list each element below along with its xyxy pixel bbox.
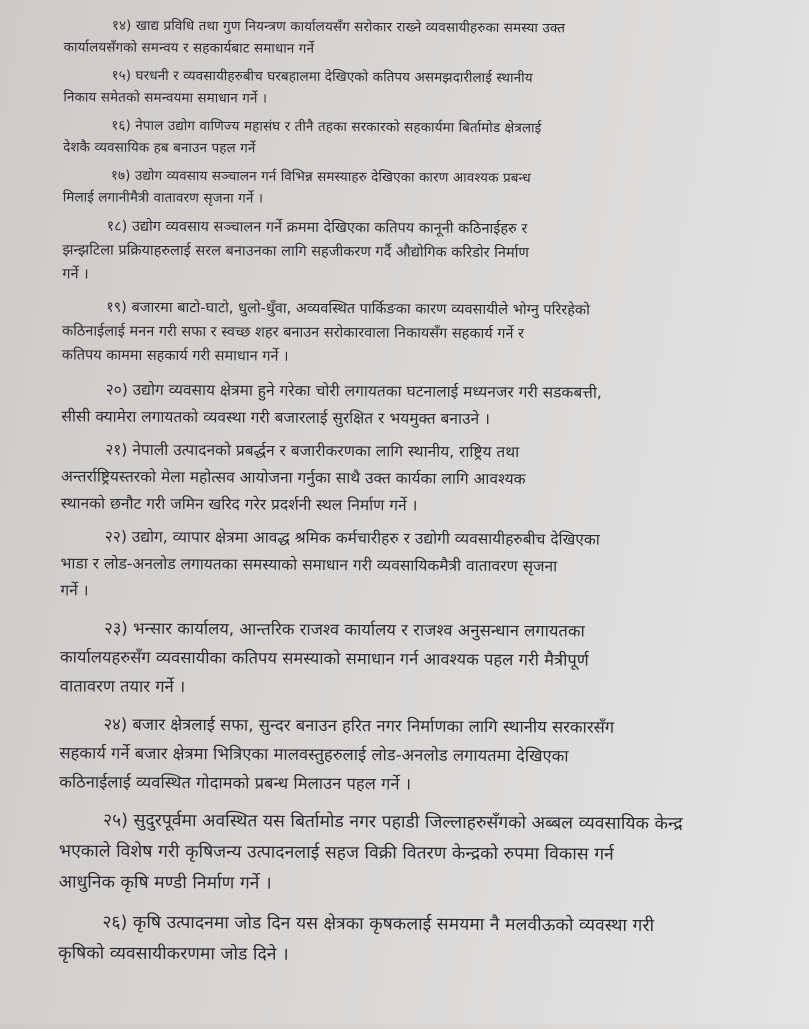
list-item-23 [36, 613, 788, 705]
text-line: वातावरण तयार गर्ने । [59, 676, 186, 697]
text-line: २१) नेपाली उत्पादनको प्रबर्द्धन र बजारीकरणका लागि स्थानीय, राष्ट्रिय तथा [105, 440, 520, 462]
list-item-25 [35, 805, 787, 903]
text-line: २५) सुदुरपूर्वमा अवस्थित यस बिर्तामोड नगर पहाडी जिल्लाहरुसँगको अब्बल व्यवसायिक केन्द्र [102, 810, 683, 835]
text-line: १६) नेपाल उद्योग वाणिज्य महासंघ र तीनै तहका सरकारको सहकार्यमा बिर्तामोड क्षेत्रलाई [111, 117, 542, 137]
text-line: मिलाई लगानीमैत्री वातावरण सृजना गर्ने । [62, 189, 264, 207]
text-line: कार्यालयहरुसँग व्यवसायीका कतिपय समस्याको समाधान गर्न आवश्यक पहल गरी मैत्रीपूर्ण [59, 647, 589, 670]
text-line: २६) कृषि उत्पादनमा जोड दिन यस क्षेत्रका कृषकलाई समयमा नै मलवीऊको व्यवस्था गरी [102, 912, 655, 937]
text-line: निकाय समेतको समन्वयमा समाधान गर्ने । [63, 89, 268, 107]
text-line: कृषिको व्यवसायीकरणमा जोड दिने । [58, 943, 289, 965]
text-line: २०) उद्योग व्यवसाय क्षेत्रमा हुने गरेका चोरी लगायतका घटनालाई मध्यनजर गरी सडकबत्ती, [105, 380, 602, 402]
text-line: अन्तर्राष्ट्रियस्तरको मेला महोत्सव आयोजना गर्नुका साथै उक्त कार्यका लागि आवश्यक [61, 467, 526, 489]
text-line: सीसी क्यामेरा लगायतको व्यवस्था गरी बजारलाई सुरक्षित र भयमुक्त बनाउने । [61, 407, 491, 429]
list-item-16 [39, 114, 790, 163]
text-line: भएकाले विशेष गरी कृषिजन्य उत्पादनलाई सहज विक्री वितरण केन्द्रको रुपमा विकास गर्न [58, 841, 614, 865]
text-line: २२) उद्योग, व्यापार क्षेत्रमा आवद्ध श्रमिक कर्मचारीहरु र उद्योगी व्यवसायीहरुबीच देखिएका [104, 527, 600, 549]
text-line: सहकार्य गर्ने बजार क्षेत्रमा भित्रिएका मालवस्तुहरुलाई लोड-अनलोड लगायतमा देखिएका [59, 743, 569, 766]
list-item-14 [40, 14, 791, 63]
text-line: भाडा र लोड-अनलोड लगायतका समस्याको समाधान गरी व्यवसायिकमैत्री वातावरण सृजना [60, 554, 558, 576]
list-item-20 [37, 376, 788, 435]
list-item-26 [34, 907, 785, 974]
text-line: कठिनाईलाई व्यवस्थित गोदामको प्रबन्ध मिलाउन पहल गर्ने । [59, 772, 412, 794]
list-item-19 [38, 295, 789, 372]
text-line: कार्यालयसँगको समन्वय र सहकार्यबाट समाधान गर्ने [63, 39, 315, 57]
text-line: १४) खाद्य प्रविधि तथा गुण नियन्त्रण कार्यालयसँग सरोकार राख्ने व्यवसायीहरुका समस्या उक्त [111, 17, 566, 37]
text-line: कठिनाईलाई मनन गरी सफा र स्वच्छ शहर बनाउन सरोकारवाला निकायसँग सहकार्य गर्ने र [61, 323, 525, 343]
list-item-17 [39, 164, 790, 213]
text-line: आधुनिक कृषि मण्डी निर्माण गर्ने । [58, 872, 272, 894]
text-line: स्थानको छनौट गरी जमिन खरिद गरेर प्रदर्शनी स्थल निर्माण गर्ने । [60, 494, 418, 515]
list-item-24 [35, 709, 787, 801]
text-line: २३) भन्सार कार्यालय, आन्तरिक राजश्व कार्यालय र राजश्व अनुसन्धान लगायतका [104, 618, 585, 641]
text-line: १७) उद्योग व्यवसाय सञ्चालन गर्न विभिन्न समस्याहरु देखिएका कारण आवश्यक प्रबन्ध [110, 167, 531, 187]
text-line: १५) घरधनी र व्यवसायीहरुबीच घरबहालमा देखिएको कतिपय असमझदारीलाई स्थानीय [111, 67, 533, 87]
list-item-21 [37, 436, 788, 522]
text-line: १९) बजारमा बाटो-घाटो, धुलो-धुँवा, अव्यवस्थित पार्किङका कारण व्यवसायीले भोग्नु परिरहेको [106, 299, 590, 319]
list-item-22 [36, 523, 787, 609]
list-item-15 [39, 64, 790, 113]
text-line: देशकै व्यवसायिक हब बनाउन पहल गर्ने [63, 139, 256, 157]
list-item-18 [38, 214, 789, 291]
text-line: १८) उद्योग व्यवसाय सञ्चालन गर्ने क्रममा देखिएका कतिपय कानूनी कठिनाईहरु र [106, 218, 528, 238]
text-line: २४) बजार क्षेत्रलाई सफा, सुन्दर बनाउन हरित नगर निर्माणका लागि स्थानीय सरकारसँग [103, 714, 615, 737]
text-line: गर्ने । [60, 581, 89, 600]
text-line: कतिपय काममा सहकार्य गरी समाधान गर्ने । [61, 347, 289, 365]
text-line: गर्ने । [62, 266, 89, 283]
text-line: झन्झटिला प्रक्रियाहरुलाई सरल बनाउनका लागि सहजीकरण गर्दै औद्योगिक करिडोर निर्माण [62, 242, 529, 262]
